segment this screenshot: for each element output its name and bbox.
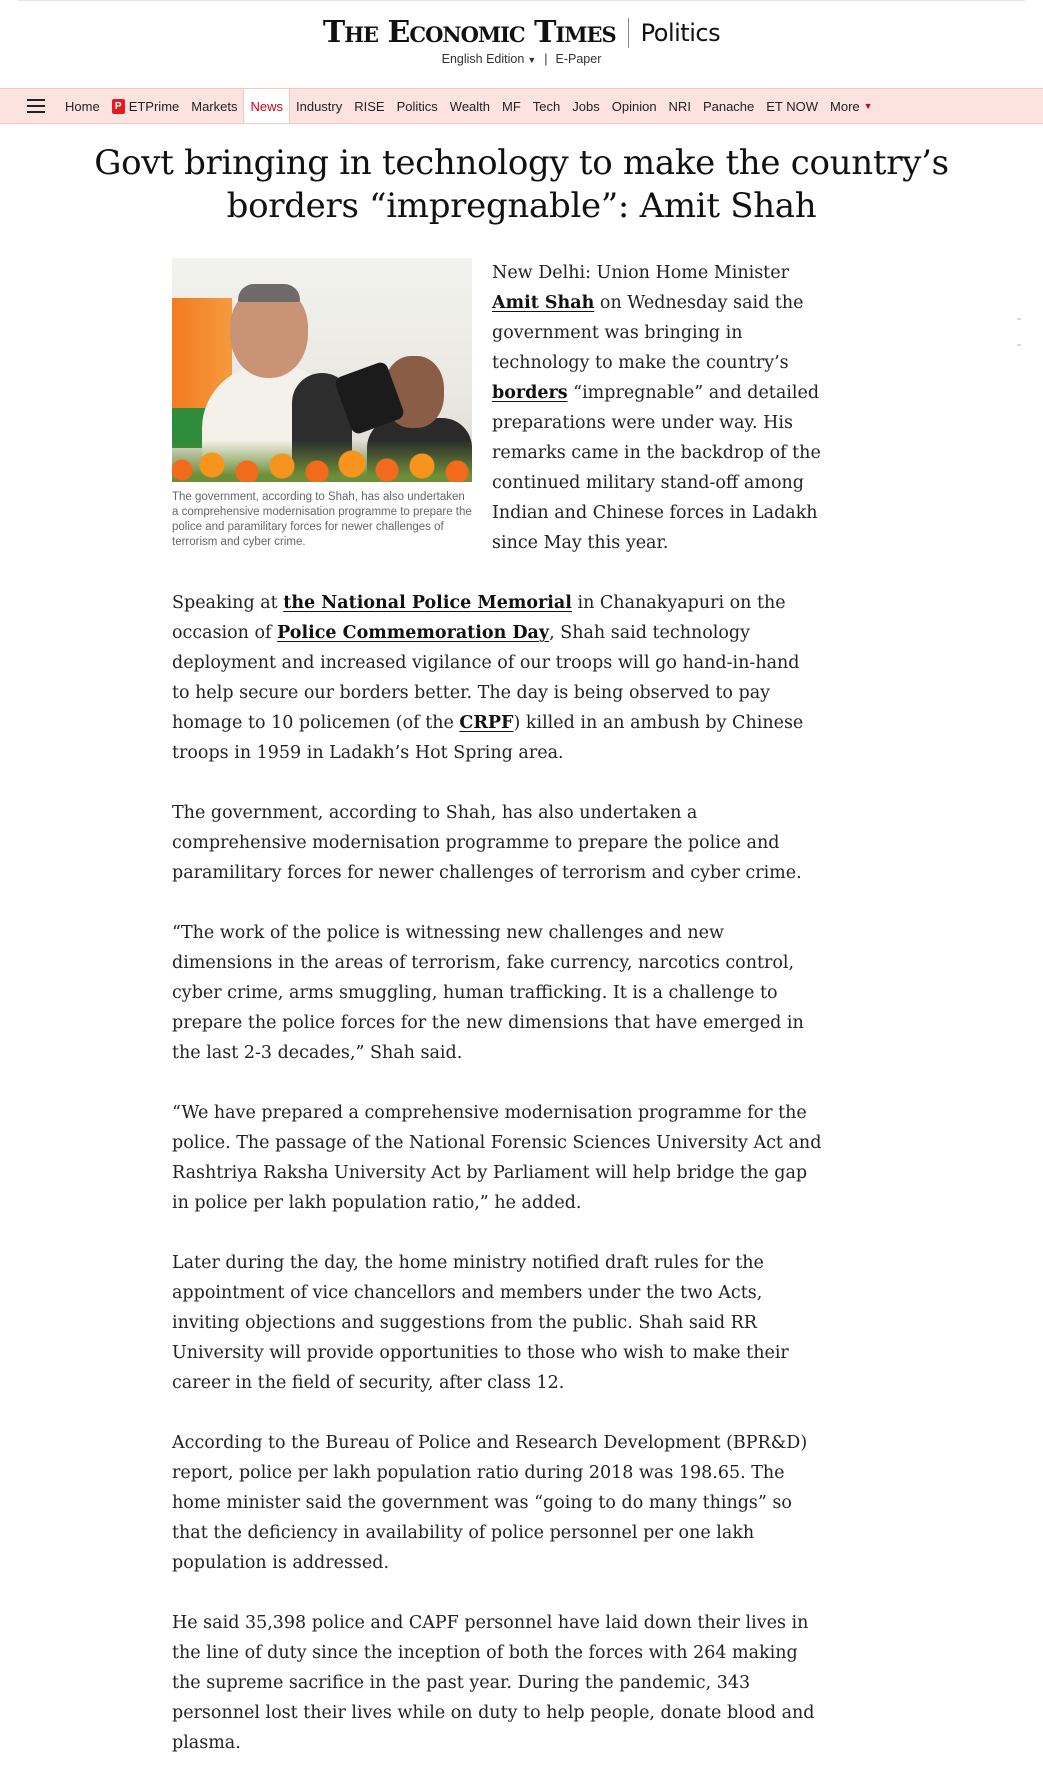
article-headline: Govt bringing in technology to make the country’s borders “impregnable”: Amit Shah (94, 143, 949, 226)
article-photo[interactable] (172, 258, 472, 482)
nav-label: Opinion (611, 98, 657, 114)
nav-label: Jobs (572, 98, 600, 114)
nav-item-opinion[interactable] (606, 89, 663, 123)
nav-item-more[interactable] (824, 89, 879, 123)
nav-item-tech[interactable] (527, 89, 566, 123)
epaper-link[interactable]: E-Paper (555, 52, 602, 66)
article-paragraph: “The work of the police is witnessing new challenges and new dimensions in the areas of terrorism, fake currency, narcotics control, cyber crime, arms smuggling, human trafficking. It is a challenge to prepare the police forces for the new dimensions that have emerged in the last 2-3 decades,” Shah said. (172, 923, 804, 1063)
text-run: , Shah said technology deployment and increased vigilance of our troops will go hand-in-hand to help secure our borders better. The day is being observed to pay homage to 10 policemen (of the (172, 623, 800, 733)
link-amit-shah[interactable]: Amit Shah (492, 293, 595, 313)
nav-label: MF (502, 98, 521, 114)
nav-item-etprime[interactable] (106, 89, 186, 123)
nav-label: Panache (702, 98, 755, 114)
logo-divider (628, 18, 629, 48)
section-title[interactable]: Politics (640, 18, 721, 47)
hamburger-menu-icon[interactable] (27, 89, 45, 123)
link-police-commemoration-day[interactable]: Police Commemoration Day (277, 623, 550, 643)
article-paragraph: The government, according to Shah, has also undertaken a comprehensive modernisation programme to prepare the police and paramilitary forces for newer challenges of terrorism and cyber crime. (172, 803, 802, 883)
nav-label: NRI (668, 98, 691, 114)
main-nav (0, 88, 1043, 124)
etprime-logo-icon: P (112, 99, 125, 114)
caret-down-icon: ▼ (527, 55, 537, 65)
edition-row (18, 52, 1025, 66)
link-national-police-memorial[interactable]: the National Police Memorial (283, 593, 572, 613)
edition-selector[interactable] (442, 52, 537, 66)
link-crpf[interactable]: CRPF (459, 713, 514, 733)
nav-item-news[interactable] (243, 89, 290, 123)
nav-item-markets[interactable] (185, 89, 243, 123)
scroll-marker (1017, 344, 1021, 346)
article-paragraph (172, 588, 822, 768)
article-paragraph: He said 35,398 police and CAPF personnel have laid down their lives in the line of duty since the inception of both the forces with 264 making the supreme sacrifice in the past year. During the pandemic, 343 personnel lost their lives while on duty to help people, donate blood and plasma. (172, 1613, 815, 1753)
text-run: in Chanakyapuri on the occasion of (172, 593, 786, 643)
text-run: “impregnable” and detailed preparations were under way. His remarks came in the backdrop of the continued military stand-off among Indian and Chinese forces in Ladakh since May this year. (492, 383, 821, 553)
link-borders[interactable]: borders (492, 383, 568, 403)
nav-item-rise[interactable] (348, 89, 390, 123)
article-paragraph: Later during the day, the home ministry notified draft rules for the appointment of vice chancellors and members under the two Acts, inviting objections and suggestions from the public. Shah said RR University will provide opportunities to those who wish to make their career in the field of security, after class 12. (172, 1253, 789, 1393)
nav-item-industry[interactable] (290, 89, 348, 123)
text-run: on Wednesday said the government was bringing in technology to make the country’s (492, 293, 804, 373)
nav-label: News (250, 98, 283, 114)
text-run: Speaking at (172, 593, 284, 613)
nav-item-mf[interactable] (496, 89, 527, 123)
nav-item-panache[interactable] (697, 89, 760, 123)
caret-down-icon: ▼ (863, 101, 873, 111)
scroll-marker (1017, 318, 1021, 320)
nav-item-politics[interactable] (391, 89, 444, 123)
nav-label: Industry (296, 98, 343, 114)
nav-label: Politics (396, 98, 438, 114)
article-figure (172, 258, 472, 550)
masthead (18, 0, 1025, 89)
nav-label: ET NOW (766, 98, 819, 114)
article-body (172, 258, 822, 1788)
nav-item-et-now[interactable] (760, 89, 824, 123)
nav-label: Wealth (449, 98, 491, 114)
nav-label: Markets (191, 98, 238, 114)
edition-divider: | (544, 52, 548, 66)
edition-label: English Edition (441, 52, 525, 66)
nav-label: RISE (354, 98, 385, 114)
nav-item-nri[interactable] (663, 89, 697, 123)
nav-item-wealth[interactable] (444, 89, 496, 123)
nav-item-home[interactable] (59, 89, 106, 123)
text-run: ) killed in an ambush by Chinese troops in 1959 in Ladakh’s Hot Spring area. (172, 713, 804, 763)
nav-label: More (830, 98, 860, 114)
text-run: New Delhi: Union Home Minister (492, 263, 789, 283)
nav-label: ETPrime (128, 98, 180, 114)
article-paragraph: According to the Bureau of Police and Research Development (BPR&D) report, police per lakh population ratio during 2018 was 198.65. The home minister said the government was “going to do many things” so that the deficiency in availability of police personnel per one lakh population is addressed. (172, 1433, 808, 1573)
nav-item-jobs[interactable] (566, 89, 605, 123)
nav-label: Home (65, 98, 100, 114)
article-paragraph: “We have prepared a comprehensive modernisation programme for the police. The passage of the National Forensic Sciences University Act and Rashtriya Raksha University Act by Parliament will help bridge the gap in police per lakh population ratio,” he added. (172, 1103, 822, 1213)
image-caption: The government, according to Shah, has also undertaken a comprehensive modernisation programme to prepare the police and paramilitary forces for newer challenges of terrorism and cyber crime. (172, 491, 472, 548)
brand-row (18, 15, 1025, 50)
nav-label: Tech (532, 98, 561, 114)
site-logo[interactable]: The Economic Times (322, 15, 616, 50)
